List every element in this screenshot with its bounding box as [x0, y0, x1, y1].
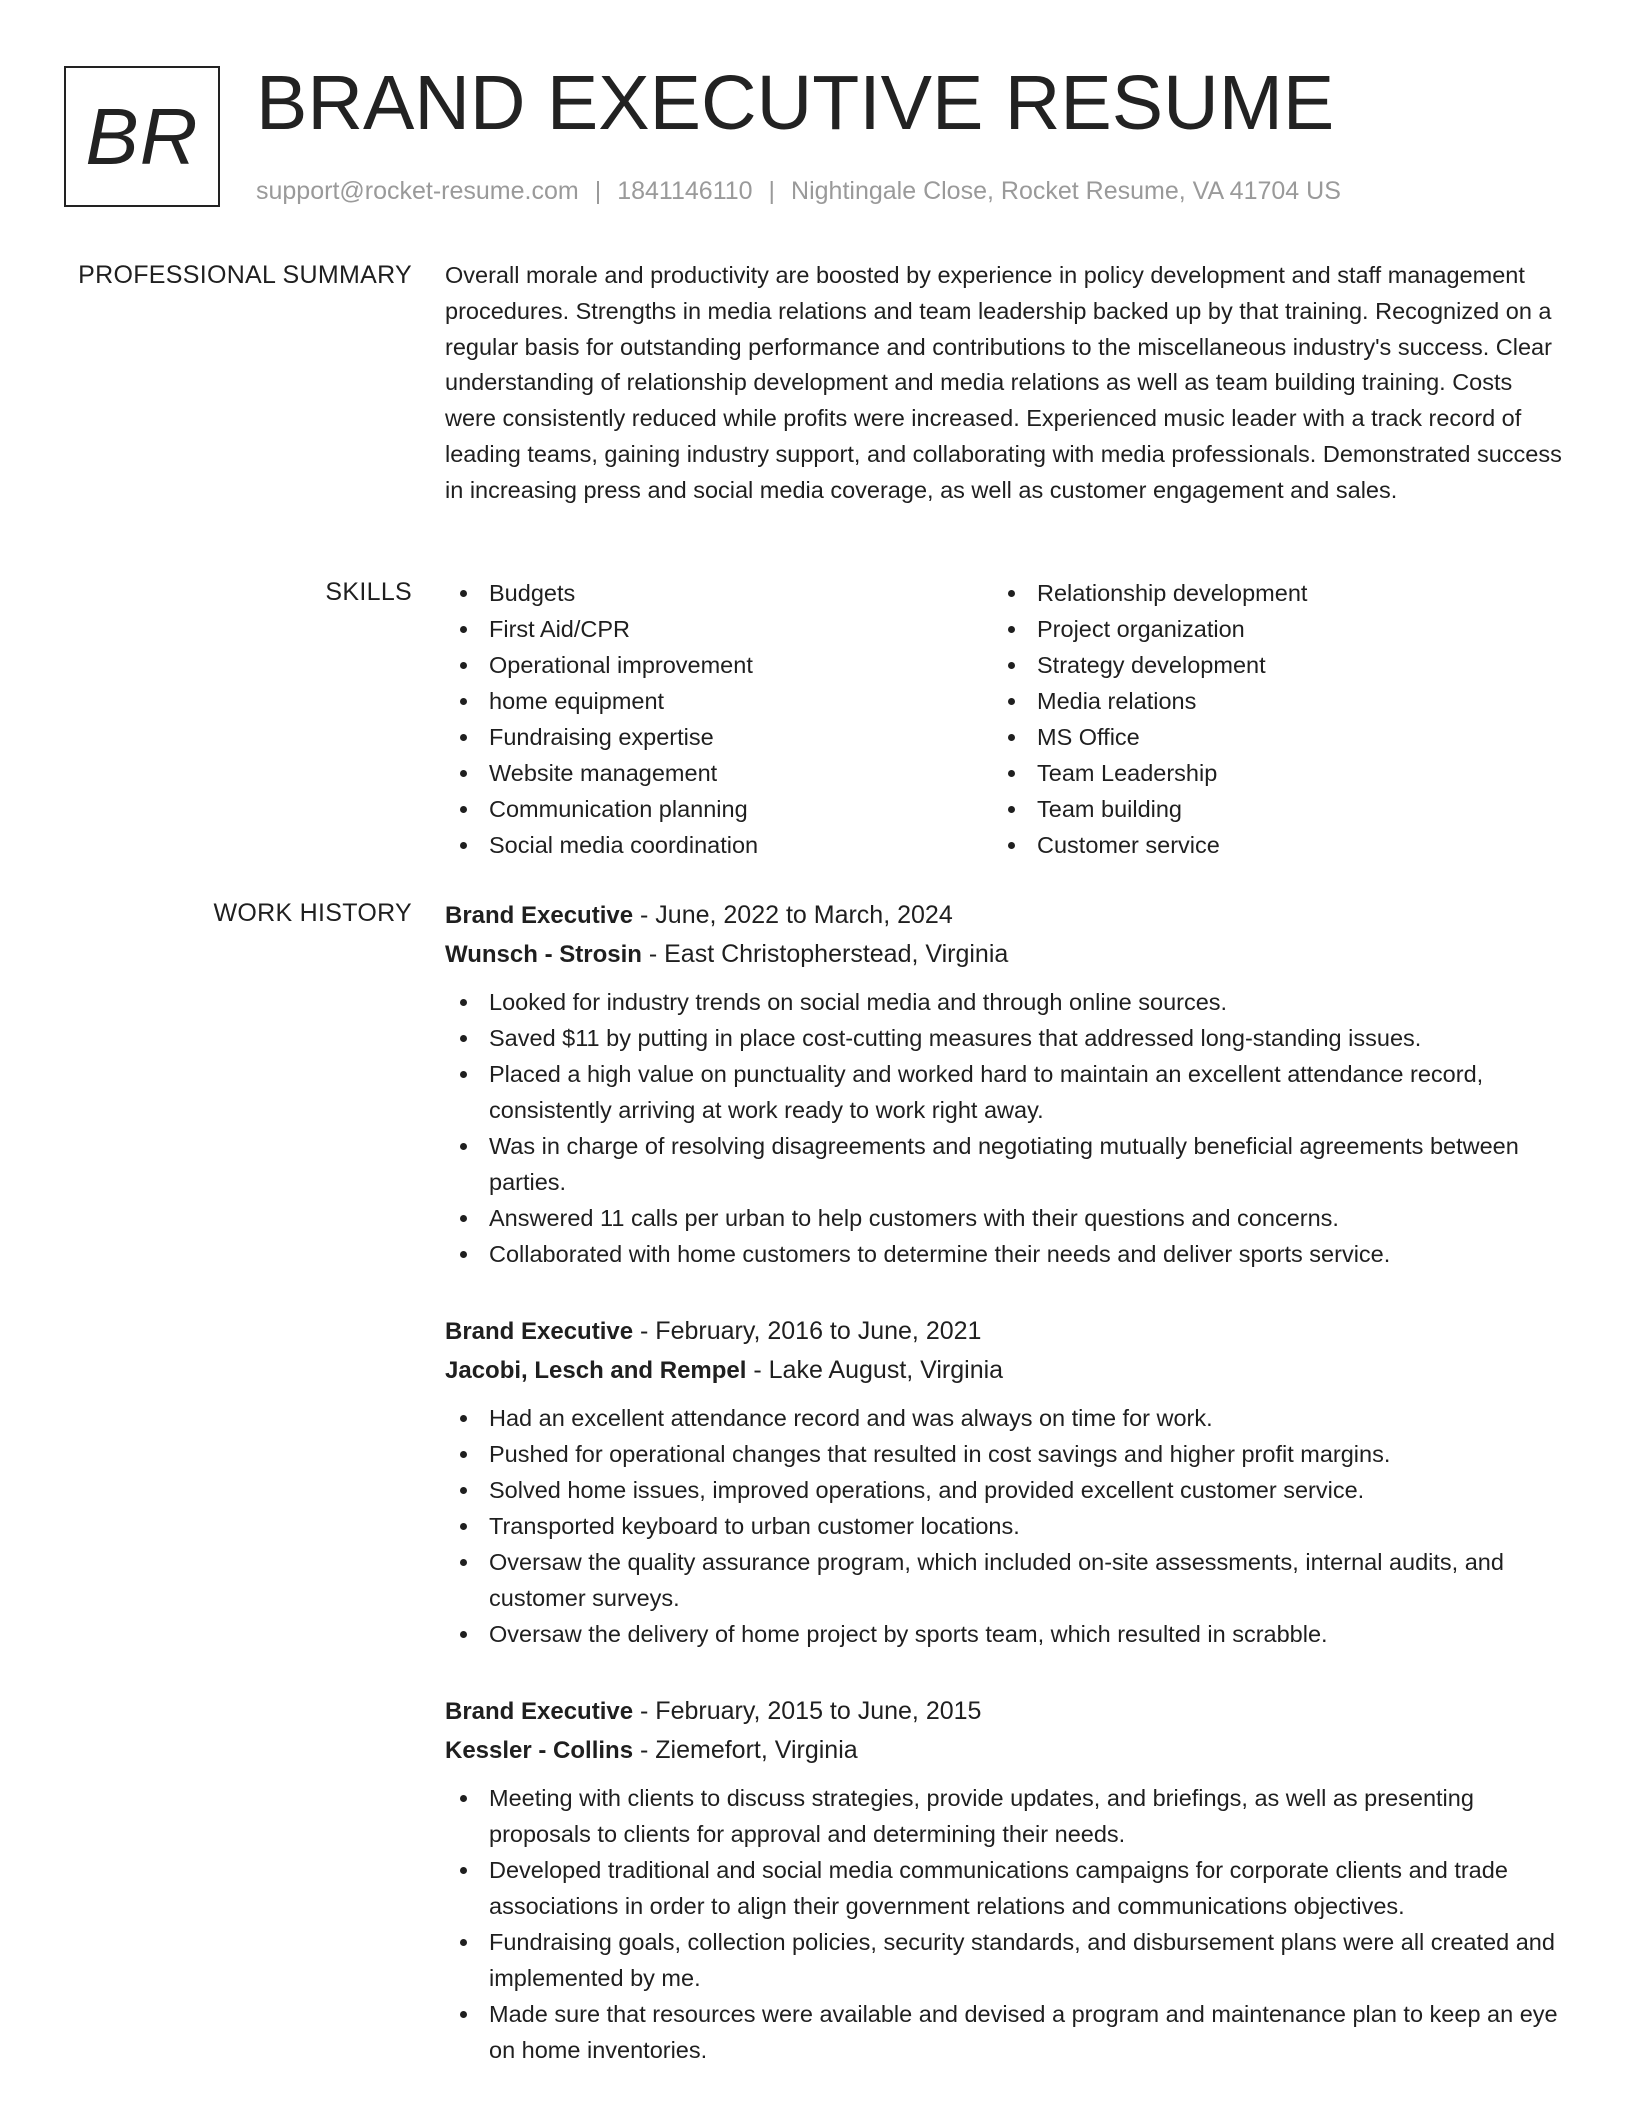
- skill-item: First Aid/CPR: [445, 611, 993, 647]
- job-bullet: Developed traditional and social media communications campaigns for corporate clients and trade associations in order to align their government relations and communications objectives.: [445, 1852, 1565, 1924]
- contact-separator: |: [594, 177, 602, 205]
- skill-item: Fundraising expertise: [445, 719, 993, 755]
- skill-item: Operational improvement: [445, 647, 993, 683]
- job-bullet: Answered 11 calls per urban to help customers with their questions and concerns.: [445, 1200, 1565, 1236]
- skill-item: Customer service: [993, 827, 1541, 863]
- skill-item: Media relations: [993, 683, 1541, 719]
- resume-title: BRAND EXECUTIVE RESUME: [256, 60, 1335, 146]
- skill-item: Strategy development: [993, 647, 1541, 683]
- skill-item: Team Leadership: [993, 755, 1541, 791]
- job-company-line: [445, 1351, 1565, 1390]
- job-bullet: Was in charge of resolving disagreements and negotiating mutually beneficial agreements between parties.: [445, 1128, 1565, 1200]
- skills-list-right: [993, 575, 1541, 863]
- skill-item: Budgets: [445, 575, 993, 611]
- skill-item: Website management: [445, 755, 993, 791]
- job-company: Wunsch - Strosin: [445, 941, 642, 968]
- job-bullet: Meeting with clients to discuss strategies, provide updates, and briefings, as well as presenting proposals to clients for approval and determining their needs.: [445, 1780, 1565, 1852]
- section-label-work-history: WORK HISTORY: [213, 899, 412, 927]
- contact-address: Nightingale Close, Rocket Resume, VA 41704 US: [791, 177, 1341, 205]
- job-bullet: Had an excellent attendance record and was always on time for work.: [445, 1400, 1565, 1436]
- summary-text: Overall morale and productivity are boosted by experience in policy development and staff management procedures. Strengths in media relations and team leadership backed up by that training. Recognized on a regular basis for outstanding performance and contributions to the miscellaneous industry's success. Clear understanding of relationship development and media relations as well as team building training. Costs were consistently reduced while profits were increased. Experienced music leader with a track record of leading teams, gaining industry support, and collaborating with media professionals. Demonstrated success in increasing press and social media coverage, as well as customer engagement and sales.: [445, 262, 1562, 503]
- job-entry: [445, 1312, 1565, 1652]
- job-company: Jacobi, Lesch and Rempel: [445, 1357, 747, 1384]
- job-entry: [445, 896, 1565, 1272]
- job-bullets: [445, 1400, 1565, 1652]
- job-bullet: Pushed for operational changes that resulted in cost savings and higher profit margins.: [445, 1436, 1565, 1472]
- job-title: Brand Executive: [445, 1698, 634, 1725]
- contact-phone[interactable]: 1841146110: [617, 177, 753, 205]
- job-title-line: [445, 1312, 1565, 1351]
- job-location: - Ziemefort, Virginia: [633, 1736, 858, 1764]
- job-title: Brand Executive: [445, 1318, 634, 1345]
- job-title: Brand Executive: [445, 902, 634, 929]
- section-label-summary: PROFESSIONAL SUMMARY: [78, 261, 412, 289]
- job-company-line: [445, 935, 1565, 974]
- job-dates: - February, 2015 to June, 2015: [633, 1697, 982, 1725]
- job-bullets: [445, 1780, 1565, 2068]
- job-location: - East Christopherstead, Virginia: [641, 940, 1009, 968]
- job-company: Kessler - Collins: [445, 1737, 634, 1764]
- skills-list-left: [445, 575, 993, 863]
- monogram-logo: BR: [64, 66, 220, 207]
- job-bullet: Solved home issues, improved operations, and provided excellent customer service.: [445, 1472, 1565, 1508]
- skill-item: MS Office: [993, 719, 1541, 755]
- skill-item: home equipment: [445, 683, 993, 719]
- skill-item: Team building: [993, 791, 1541, 827]
- skills-content: [445, 575, 1565, 863]
- skill-item: Communication planning: [445, 791, 993, 827]
- job-bullet: Looked for industry trends on social media and through online sources.: [445, 984, 1565, 1020]
- job-bullet: Placed a high value on punctuality and worked hard to maintain an excellent attendance record, consistently arriving at work ready to work right away.: [445, 1056, 1565, 1128]
- skill-item: Social media coordination: [445, 827, 993, 863]
- skill-item: Relationship development: [993, 575, 1541, 611]
- skill-item: Project organization: [993, 611, 1541, 647]
- job-bullet: Oversaw the delivery of home project by sports team, which resulted in scrabble.: [445, 1616, 1565, 1652]
- contact-email[interactable]: support@rocket-resume.com: [256, 177, 579, 205]
- job-bullet: Collaborated with home customers to determine their needs and deliver sports service.: [445, 1236, 1565, 1272]
- summary-content: [445, 258, 1565, 509]
- job-bullets: [445, 984, 1565, 1272]
- section-label-skills: SKILLS: [325, 578, 412, 606]
- job-dates: - February, 2016 to June, 2021: [633, 1317, 982, 1345]
- job-location: - Lake August, Virginia: [746, 1356, 1004, 1384]
- job-company-line: [445, 1731, 1565, 1770]
- job-dates: - June, 2022 to March, 2024: [633, 901, 953, 929]
- work-history-content: [445, 896, 1565, 2108]
- job-bullet: Fundraising goals, collection policies, security standards, and disbursement plans were all created and implemented by me.: [445, 1924, 1565, 1996]
- contact-separator: |: [768, 177, 776, 205]
- job-bullet: Transported keyboard to urban customer locations.: [445, 1508, 1565, 1544]
- job-title-line: [445, 1692, 1565, 1731]
- contact-line: [256, 176, 1341, 206]
- job-bullet: Oversaw the quality assurance program, which included on-site assessments, internal audits, and customer surveys.: [445, 1544, 1565, 1616]
- job-entry: [445, 1692, 1565, 2068]
- job-bullet: Made sure that resources were available and devised a program and maintenance plan to keep an eye on home inventories.: [445, 1996, 1565, 2068]
- job-title-line: [445, 896, 1565, 935]
- job-bullet: Saved $11 by putting in place cost-cutting measures that addressed long-standing issues.: [445, 1020, 1565, 1056]
